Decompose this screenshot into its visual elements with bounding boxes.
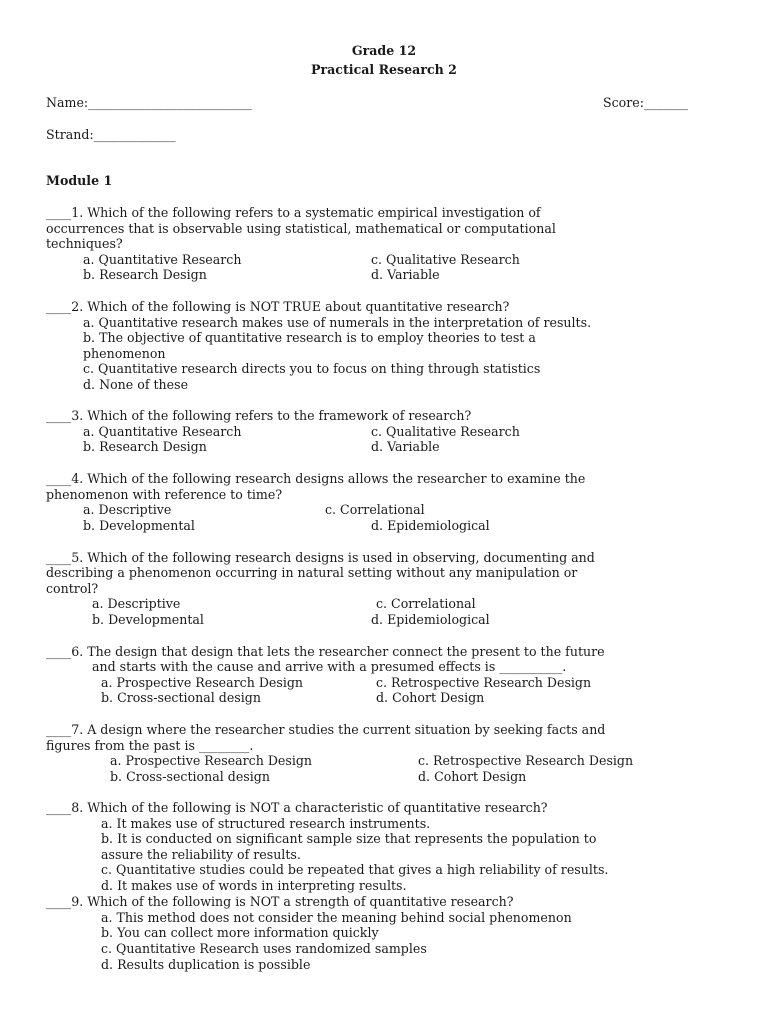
answer-option: b. Research Design	[83, 439, 207, 454]
score-field: Score:_______	[603, 95, 689, 110]
answer-option: a. Prospective Research Design	[110, 753, 313, 768]
answer-option: b. Developmental	[83, 518, 195, 533]
answer-option: b. Cross-sectional design	[110, 769, 270, 784]
answer-option: c. Qualitative Research	[371, 252, 520, 267]
question-stem-line: ____7. A design where the researcher studies the current situation by seeking facts and	[46, 722, 606, 737]
answer-option: d. Variable	[371, 267, 440, 282]
answer-option: assure the reliability of results.	[101, 847, 301, 862]
question-stem-line: ____6. The design that design that lets the researcher connect the present to the future	[46, 644, 605, 659]
answer-option: d. Cohort Design	[418, 769, 527, 784]
name-field: Name:__________________________	[46, 95, 252, 110]
answer-option: phenomenon	[83, 346, 166, 361]
answer-option: c. Correlational	[325, 502, 425, 517]
strand-field: Strand:_____________	[46, 127, 176, 142]
answer-option: b. Developmental	[92, 612, 204, 627]
answer-option: d. Cohort Design	[376, 690, 485, 705]
answer-option: a. This method does not consider the meaning behind social phenomenon	[101, 910, 572, 925]
question-stem-line: ____5. Which of the following research designs is used in observing, documenting and	[46, 550, 595, 565]
answer-option: b. The objective of quantitative research is to employ theories to test a	[83, 330, 536, 345]
answer-option: c. Retrospective Research Design	[376, 675, 592, 690]
answer-option: c. Quantitative research directs you to focus on thing through statistics	[83, 361, 541, 376]
answer-option: d. It makes use of words in interpreting results.	[101, 878, 407, 893]
answer-option: a. Quantitative Research	[83, 424, 242, 439]
question-stem-line: occurrences that is observable using statistical, mathematical or computational	[46, 221, 556, 236]
question-stem-line: control?	[46, 581, 99, 596]
question-stem-line: figures from the past is ________.	[46, 738, 254, 753]
answer-option: d. Epidemiological	[371, 612, 490, 627]
answer-option: c. Quantitative Research uses randomized samples	[101, 941, 427, 956]
question-stem-line: and starts with the cause and arrive with a presumed effects is __________.	[92, 659, 567, 674]
worksheet-title: Grade 12	[351, 43, 417, 58]
answer-option: c. Retrospective Research Design	[418, 753, 634, 768]
answer-option: c. Correlational	[376, 596, 476, 611]
answer-option: d. Epidemiological	[371, 518, 490, 533]
answer-option: c. Qualitative Research	[371, 424, 520, 439]
question-stem-line: ____4. Which of the following research designs allows the researcher to examine the	[46, 471, 586, 486]
answer-option: a. Prospective Research Design	[101, 675, 304, 690]
answer-option: b. You can collect more information quickly	[101, 925, 379, 940]
question-stem-line: ____8. Which of the following is NOT a characteristic of quantitative research?	[46, 800, 548, 815]
question-stem-line: techniques?	[46, 236, 123, 251]
answer-option: b. Research Design	[83, 267, 207, 282]
question-stem-line: phenomenon with reference to time?	[46, 487, 283, 502]
answer-option: a. Quantitative Research	[83, 252, 242, 267]
answer-option: b. It is conducted on significant sample size that represents the population to	[101, 831, 597, 846]
worksheet-subtitle: Practical Research 2	[311, 62, 457, 77]
question-stem-line: ____3. Which of the following refers to the framework of research?	[46, 408, 472, 423]
answer-option: a. Descriptive	[83, 502, 172, 517]
answer-option: a. Descriptive	[92, 596, 181, 611]
answer-option: c. Quantitative studies could be repeated that gives a high reliability of results.	[101, 862, 609, 877]
answer-option: a. Quantitative research makes use of numerals in the interpretation of results.	[83, 315, 592, 330]
question-stem-line: ____2. Which of the following is NOT TRUE about quantitative research?	[46, 299, 510, 314]
answer-option: d. None of these	[83, 377, 189, 392]
module-heading: Module 1	[46, 173, 113, 188]
question-stem-line: ____1. Which of the following refers to a systematic empirical investigation of	[46, 205, 541, 220]
answer-option: a. It makes use of structured research instruments.	[101, 816, 431, 831]
answer-option: d. Results duplication is possible	[101, 957, 311, 972]
answer-option: b. Cross-sectional design	[101, 690, 261, 705]
question-stem-line: ____9. Which of the following is NOT a strength of quantitative research?	[46, 894, 514, 909]
question-stem-line: describing a phenomenon occurring in natural setting without any manipulation or	[46, 565, 578, 580]
answer-option: d. Variable	[371, 439, 440, 454]
